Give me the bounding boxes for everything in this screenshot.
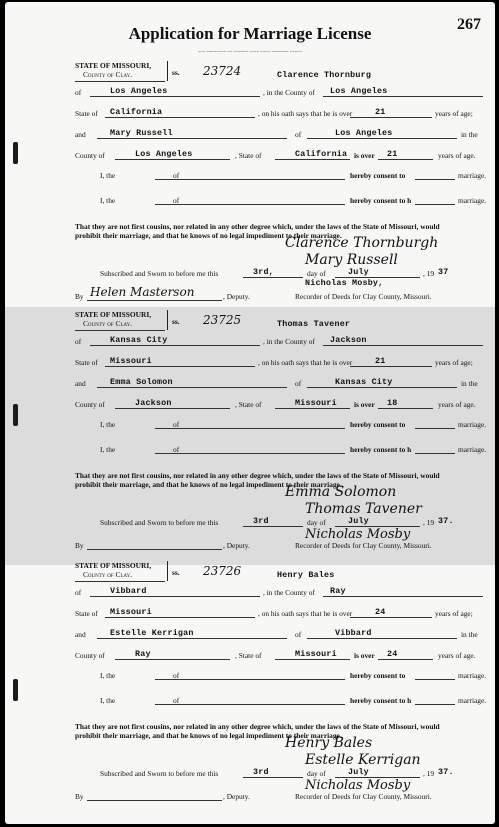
form-line bbox=[185, 179, 345, 180]
document-sheet bbox=[5, 2, 495, 824]
sworn-month: July bbox=[348, 516, 369, 526]
disclaimer-line: That they are not first cousins, nor related in any other degree which, under the laws of the State of Missouri, would bbox=[75, 722, 440, 731]
form-line bbox=[185, 428, 345, 429]
consent-of-label: of bbox=[173, 671, 180, 680]
license-number: 23724 bbox=[203, 64, 242, 78]
and-label: and bbox=[75, 379, 86, 388]
state-of-label: State of bbox=[75, 609, 98, 618]
marriage-label: marriage. bbox=[458, 445, 487, 454]
of-label: of bbox=[75, 337, 82, 346]
county-label: County of Clay. bbox=[83, 319, 133, 328]
groom-name: Thomas Tavener bbox=[277, 319, 351, 329]
in-county-label: , in the County of bbox=[263, 588, 315, 597]
consent-i-label: I, the bbox=[100, 196, 116, 205]
deputy-label: , Deputy. bbox=[223, 541, 250, 550]
consent-text: hereby consent to bbox=[350, 171, 406, 180]
bride-name: Mary Russell bbox=[110, 128, 173, 138]
in-the-label: in the bbox=[461, 379, 478, 388]
state-of-label: State of bbox=[75, 358, 98, 367]
bride-county: Los Angeles bbox=[135, 149, 193, 159]
form-line bbox=[415, 453, 455, 454]
groom-age: 24 bbox=[375, 607, 386, 617]
form-line bbox=[90, 96, 260, 97]
form-line bbox=[105, 366, 255, 367]
bracket-line bbox=[167, 310, 168, 330]
consent-of-label: of bbox=[173, 420, 180, 429]
marriage-label: marriage. bbox=[458, 671, 487, 680]
applicant-signature: Clarence Thornburgh bbox=[285, 235, 439, 251]
applicant-signature: Estelle Kerrigan bbox=[305, 752, 421, 768]
year-prefix: , 19 bbox=[423, 269, 435, 278]
applicant-signature: Henry Bales bbox=[285, 735, 373, 751]
year-prefix: , 19 bbox=[423, 769, 435, 778]
bride-city: Vibbard bbox=[335, 628, 372, 638]
sworn-day: 3rd bbox=[253, 516, 269, 526]
form-line bbox=[90, 596, 260, 597]
form-line bbox=[323, 345, 483, 346]
deputy-label: , Deputy. bbox=[223, 292, 250, 301]
county-of-label: County of bbox=[75, 400, 105, 409]
applicant-signature: Mary Russell bbox=[305, 252, 398, 268]
disclaimer-line: prohibit their marriage, and that he knows of no legal impediment to their marriage. bbox=[75, 231, 342, 240]
consent-text: hereby consent to bbox=[350, 420, 406, 429]
subscribed-label: Subscribed and Sworn to before me this bbox=[100, 269, 219, 278]
and-label: and bbox=[75, 630, 86, 639]
groom-county: Ray bbox=[330, 586, 346, 596]
form-line bbox=[350, 117, 432, 118]
license-number: 23725 bbox=[203, 313, 242, 327]
form-line bbox=[97, 387, 287, 388]
state-of-label: , State of bbox=[235, 651, 262, 660]
state-of-label: , State of bbox=[235, 400, 262, 409]
form-line bbox=[307, 638, 457, 639]
form-line bbox=[275, 408, 350, 409]
form-line bbox=[307, 387, 457, 388]
consent-text: hereby consent to h bbox=[350, 696, 412, 705]
subscribed-label: Subscribed and Sworn to before me this bbox=[100, 769, 219, 778]
form-line bbox=[350, 366, 432, 367]
recorder-name: Nicholas Mosby bbox=[305, 527, 411, 542]
form-line bbox=[115, 408, 230, 409]
sworn-year: 37. bbox=[438, 767, 454, 777]
form-line bbox=[243, 277, 303, 278]
state-label: STATE OF MISSOURI, bbox=[75, 61, 152, 70]
oath-label: , on his oath says that he is over bbox=[258, 109, 353, 118]
consent-text: hereby consent to bbox=[350, 671, 406, 680]
header-underline bbox=[75, 330, 165, 331]
groom-age: 21 bbox=[375, 107, 386, 117]
recorder-label: Recorder of Deeds for Clay County, Missouri. bbox=[295, 292, 432, 301]
state-label: STATE OF MISSOURI, bbox=[75, 561, 152, 570]
form-line bbox=[185, 679, 345, 680]
form-line bbox=[378, 159, 433, 160]
consent-of-label: of bbox=[173, 696, 180, 705]
sworn-month: July bbox=[348, 267, 369, 277]
disclaimer-line: prohibit their marriage, and that he knows of no legal impediment to their marriage. bbox=[75, 731, 342, 740]
year-prefix: , 19 bbox=[423, 518, 435, 527]
oath-label: , on his oath says that he is over bbox=[258, 609, 353, 618]
form-line bbox=[275, 159, 350, 160]
form-line bbox=[97, 638, 287, 639]
groom-city: Kansas City bbox=[110, 335, 168, 345]
form-line bbox=[378, 408, 433, 409]
consent-i-label: I, the bbox=[100, 696, 116, 705]
is-over-label: is over bbox=[354, 151, 375, 160]
of-label: of bbox=[295, 130, 302, 139]
day-of-label: day of bbox=[307, 518, 326, 527]
groom-county: Jackson bbox=[330, 335, 367, 345]
groom-name: Henry Bales bbox=[277, 570, 335, 580]
form-line bbox=[350, 617, 432, 618]
form-line bbox=[243, 526, 303, 527]
years-label: years of age; bbox=[435, 109, 473, 118]
groom-state: Missouri bbox=[110, 607, 152, 617]
ss-label: ss. bbox=[172, 568, 180, 577]
printer-line: === ======== == ====== ==== ==== ======= ===== bbox=[197, 49, 303, 54]
by-label: By bbox=[75, 292, 84, 301]
is-over-label: is over bbox=[354, 651, 375, 660]
binder-hole bbox=[13, 142, 18, 164]
applicant-signature: Emma Solomon bbox=[285, 484, 397, 500]
form-line bbox=[185, 704, 345, 705]
form-line bbox=[185, 204, 345, 205]
deputy-label: , Deputy. bbox=[223, 792, 250, 801]
groom-state: California bbox=[110, 107, 163, 117]
form-line bbox=[323, 96, 483, 97]
groom-city: Los Angeles bbox=[110, 86, 168, 96]
form-line bbox=[415, 679, 455, 680]
marriage-label: marriage. bbox=[458, 196, 487, 205]
of-label: of bbox=[295, 630, 302, 639]
years-label: years of age. bbox=[438, 400, 476, 409]
ss-label: ss. bbox=[172, 317, 180, 326]
state-of-label: State of bbox=[75, 109, 98, 118]
state-of-label: , State of bbox=[235, 151, 262, 160]
binder-hole bbox=[13, 404, 18, 426]
form-line bbox=[105, 117, 255, 118]
disclaimer-line: That they are not first cousins, nor related in any other degree which, under the laws of the State of Missouri, would bbox=[75, 471, 440, 480]
bracket-line bbox=[167, 561, 168, 581]
form-line bbox=[105, 617, 255, 618]
bride-state: Missouri bbox=[295, 398, 337, 408]
years-label: years of age. bbox=[438, 651, 476, 660]
disclaimer-line: That they are not first cousins, nor related in any other degree which, under the laws of the State of Missouri, would bbox=[75, 222, 440, 231]
applicant-signature: Thomas Tavener bbox=[305, 501, 422, 517]
recorder-label: Recorder of Deeds for Clay County, Missouri. bbox=[295, 541, 432, 550]
years-label: years of age. bbox=[438, 151, 476, 160]
form-line bbox=[415, 204, 455, 205]
binder-hole bbox=[13, 679, 18, 701]
form-line bbox=[90, 345, 260, 346]
consent-i-label: I, the bbox=[100, 171, 116, 180]
groom-county: Los Angeles bbox=[330, 86, 388, 96]
county-of-label: County of bbox=[75, 151, 105, 160]
is-over-label: is over bbox=[354, 400, 375, 409]
sworn-day: 3rd bbox=[253, 767, 269, 777]
license-number: 23726 bbox=[203, 564, 242, 578]
marriage-label: marriage. bbox=[458, 696, 487, 705]
recorder-label: Recorder of Deeds for Clay County, Missouri. bbox=[295, 792, 432, 801]
in-county-label: , in the County of bbox=[263, 88, 315, 97]
state-label: STATE OF MISSOURI, bbox=[75, 310, 152, 319]
sworn-month: July bbox=[348, 767, 369, 777]
form-line bbox=[115, 159, 230, 160]
county-label: County of Clay. bbox=[83, 70, 133, 79]
bride-name: Emma Solomon bbox=[110, 377, 173, 387]
bride-state: California bbox=[295, 149, 348, 159]
header-underline bbox=[75, 81, 165, 82]
ss-label: ss. bbox=[172, 68, 180, 77]
years-label: years of age; bbox=[435, 609, 473, 618]
form-line bbox=[323, 596, 483, 597]
by-label: By bbox=[75, 792, 84, 801]
form-line bbox=[87, 300, 222, 301]
form-line bbox=[275, 659, 350, 660]
form-line bbox=[415, 179, 455, 180]
header-underline bbox=[75, 581, 165, 582]
of-label: of bbox=[75, 588, 82, 597]
deputy-signature: Helen Masterson bbox=[90, 285, 195, 299]
consent-of-label: of bbox=[173, 171, 180, 180]
bride-county: Ray bbox=[135, 649, 151, 659]
form-line bbox=[185, 453, 345, 454]
marriage-label: marriage. bbox=[458, 420, 487, 429]
by-label: By bbox=[75, 541, 84, 550]
form-line bbox=[415, 704, 455, 705]
in-the-label: in the bbox=[461, 630, 478, 639]
consent-text: hereby consent to h bbox=[350, 445, 412, 454]
of-label: of bbox=[295, 379, 302, 388]
marriage-label: marriage. bbox=[458, 171, 487, 180]
form-line bbox=[115, 659, 230, 660]
in-the-label: in the bbox=[461, 130, 478, 139]
groom-name: Clarence Thornburg bbox=[277, 70, 372, 80]
groom-state: Missouri bbox=[110, 356, 152, 366]
page-title: Application for Marriage License bbox=[128, 24, 372, 43]
recorder-name: Nicholas Mosby, bbox=[305, 278, 384, 288]
oath-label: , on his oath says that he is over bbox=[258, 358, 353, 367]
form-line bbox=[415, 428, 455, 429]
disclaimer-line: prohibit their marriage, and that he knows of no legal impediment to their marriage. bbox=[75, 480, 342, 489]
bride-city: Los Angeles bbox=[335, 128, 393, 138]
and-label: and bbox=[75, 130, 86, 139]
consent-text: hereby consent to h bbox=[350, 196, 412, 205]
sworn-day: 3rd, bbox=[253, 267, 274, 277]
sworn-year: 37 bbox=[438, 267, 449, 277]
form-line bbox=[87, 800, 222, 801]
bride-age: 21 bbox=[387, 149, 398, 159]
bride-age: 24 bbox=[387, 649, 398, 659]
bride-county: Jackson bbox=[135, 398, 172, 408]
groom-age: 21 bbox=[375, 356, 386, 366]
consent-of-label: of bbox=[173, 196, 180, 205]
subscribed-label: Subscribed and Sworn to before me this bbox=[100, 518, 219, 527]
consent-of-label: of bbox=[173, 445, 180, 454]
groom-city: Vibbard bbox=[110, 586, 147, 596]
bride-name: Estelle Kerrigan bbox=[110, 628, 194, 638]
form-line bbox=[307, 138, 457, 139]
consent-i-label: I, the bbox=[100, 445, 116, 454]
bride-state: Missouri bbox=[295, 649, 337, 659]
sworn-year: 37. bbox=[438, 516, 454, 526]
form-line bbox=[87, 549, 222, 550]
form-line bbox=[97, 138, 287, 139]
in-county-label: , in the County of bbox=[263, 337, 315, 346]
county-of-label: County of bbox=[75, 651, 105, 660]
consent-i-label: I, the bbox=[100, 671, 116, 680]
day-of-label: day of bbox=[307, 769, 326, 778]
bride-city: Kansas City bbox=[335, 377, 393, 387]
page-number: 267 bbox=[457, 16, 481, 33]
bride-age: 18 bbox=[387, 398, 398, 408]
recorder-name: Nicholas Mosby bbox=[305, 778, 411, 793]
years-label: years of age; bbox=[435, 358, 473, 367]
consent-i-label: I, the bbox=[100, 420, 116, 429]
county-label: County of Clay. bbox=[83, 570, 133, 579]
day-of-label: day of bbox=[307, 269, 326, 278]
of-label: of bbox=[75, 88, 82, 97]
bracket-line bbox=[167, 61, 168, 81]
form-line bbox=[378, 659, 433, 660]
form-line bbox=[243, 777, 303, 778]
